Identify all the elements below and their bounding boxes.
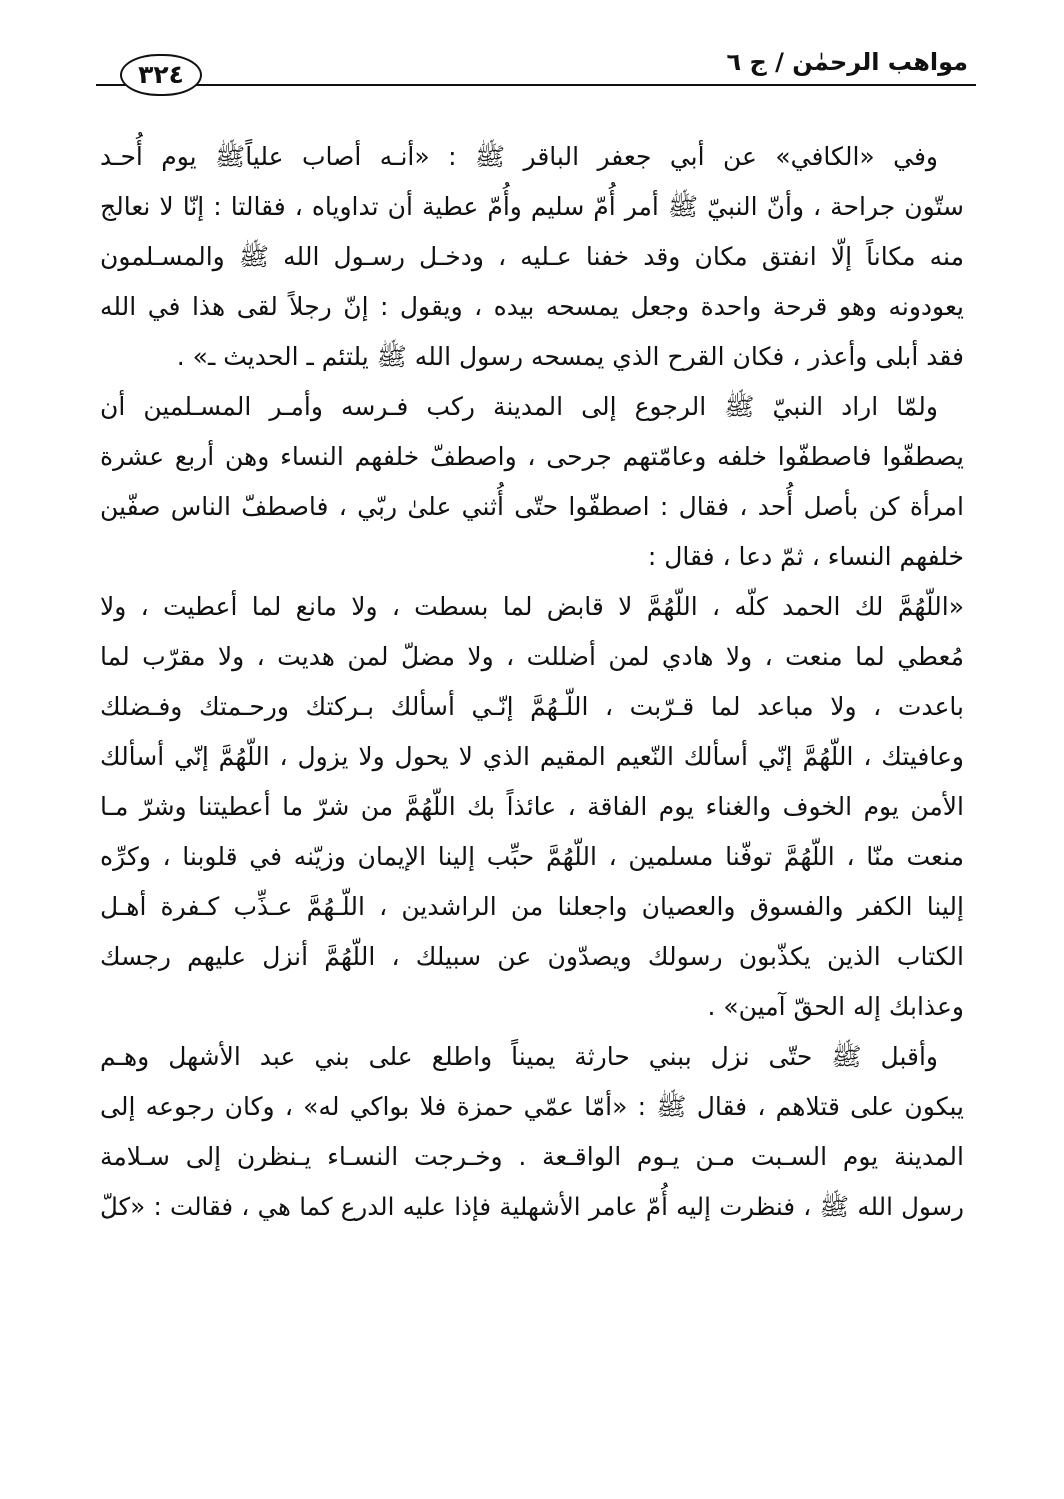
header-rule xyxy=(96,84,976,86)
text-line: منه مكاناً إلّا انفتق مكان وقد خفنا عـليه ، ودخـل رسـول الله ﷺ والمسـلمون xyxy=(100,242,964,271)
text-line: مُعطي لما منعت ، ولا هادي لمن أضللت ، ولا مضلّ لمن هديت ، ولا مقرّب لما xyxy=(100,642,964,671)
text-line: وأقبل ﷺ حتّى نزل ببني حارثة يميناً واطلع على بني عبد الأشهل وهـم xyxy=(100,1042,938,1071)
book-title: مواهب الرحمٰن / ج ٦ xyxy=(726,48,968,76)
text-line: يبكون على قتلاهم ، فقال ﷺ : «أمّا عمّي حمزة فلا بواكي له» ، وكان رجوعه إلى xyxy=(100,1092,964,1121)
text-line: يعودونه وهو قرحة واحدة وجعل يمسحه بيده ، ويقول : إنّ رجلاً لقى هذا في الله xyxy=(100,292,964,321)
text-line: خلفهم النساء ، ثمّ دعا ، فقال : xyxy=(647,542,964,571)
text-line: منعت منّا ، اللّهُمَّ توفّنا مسلمين ، اللّهُمَّ حبِّب إلينا الإيمان وزيّنه في قلوبنا ، وكرِّه xyxy=(100,842,964,871)
text-line: «اللّهُمَّ لك الحمد كلّه ، اللّهُمَّ لا قابض لما بسطت ، ولا مانع لما أعطيت ، ولا xyxy=(100,592,964,621)
text-line: رسول الله ﷺ ، فنظرت إليه أُمّ عامر الأشهلية فإذا عليه الدرع كما هي ، فقالت : «كلّ xyxy=(100,1192,964,1221)
text-line: وعذابك إله الحقّ آمين» . xyxy=(707,992,964,1021)
paragraph-2 xyxy=(100,382,964,582)
text-line: إلينا الكفر والفسوق والعصيان واجعلنا من الراشدين ، اللّـهُمَّ عـذِّب كـفرة أهـل xyxy=(100,892,964,921)
text-line: الأمن يوم الخوف والغناء يوم الفاقة ، عائذاً بك اللّهُمَّ من شرّ ما أعطيتنا وشرّ مـا xyxy=(100,792,964,821)
text-line: فقد أبلى وأعذر ، فكان القرح الذي يمسحه رسول الله ﷺ يلتئم ـ الحديث ـ» . xyxy=(176,342,964,371)
text-line: امرأة كن بأصل أُحد ، فقال : اصطفّوا حتّى أُثني علىٰ ربّي ، فاصطفّ الناس صفّين xyxy=(100,492,964,521)
text-line: وعافيتك ، اللّهُمَّ إنّي أسألك النّعيم المقيم الذي لا يحول ولا يزول ، اللّهُمَّ إنّي أسألك xyxy=(100,742,964,771)
running-header xyxy=(96,40,976,100)
text-line: وفي «الكافي» عن أبي جعفر الباقر ﷺ : «أنـه أصاب علياًﷺ يوم أُحـد xyxy=(100,142,938,171)
text-line: الكتاب الذين يكذّبون رسولك ويصدّون عن سبيلك ، اللّهُمَّ أنزل عليهم رجسك xyxy=(100,942,964,971)
text-line: المدينة يوم السـبت مـن يـوم الواقـعة . وخـرجت النسـاء يـنظرن إلى سـلامة xyxy=(100,1142,964,1171)
text-line: ستّون جراحة ، وأنّ النبيّ ﷺ أمر أُمّ سليم وأُمّ عطية أن تداوياه ، فقالتا : إنّا لا نعالج xyxy=(100,192,964,221)
paragraph-1 xyxy=(100,132,964,382)
paragraph-4 xyxy=(100,1032,964,1232)
text-line: يصطفّوا فاصطفّوا خلفه وعامّتهم جرحى ، واصطفّ خلفهم النساء وهن أربع عشرة xyxy=(100,442,964,471)
text-line: باعدت ، ولا مباعد لما قـرّبت ، اللّـهُمَّ إنّـي أسألك بـركتك ورحـمتك وفـضلك xyxy=(100,692,964,721)
text-line: ولمّا اراد النبيّ ﷺ الرجوع إلى المدينة ركب فـرسه وأمـر المسـلمين أن xyxy=(100,392,938,421)
paragraph-3-prayer xyxy=(100,582,964,1032)
main-text xyxy=(100,132,964,1232)
page-number: ٣٢٤ xyxy=(120,54,202,96)
